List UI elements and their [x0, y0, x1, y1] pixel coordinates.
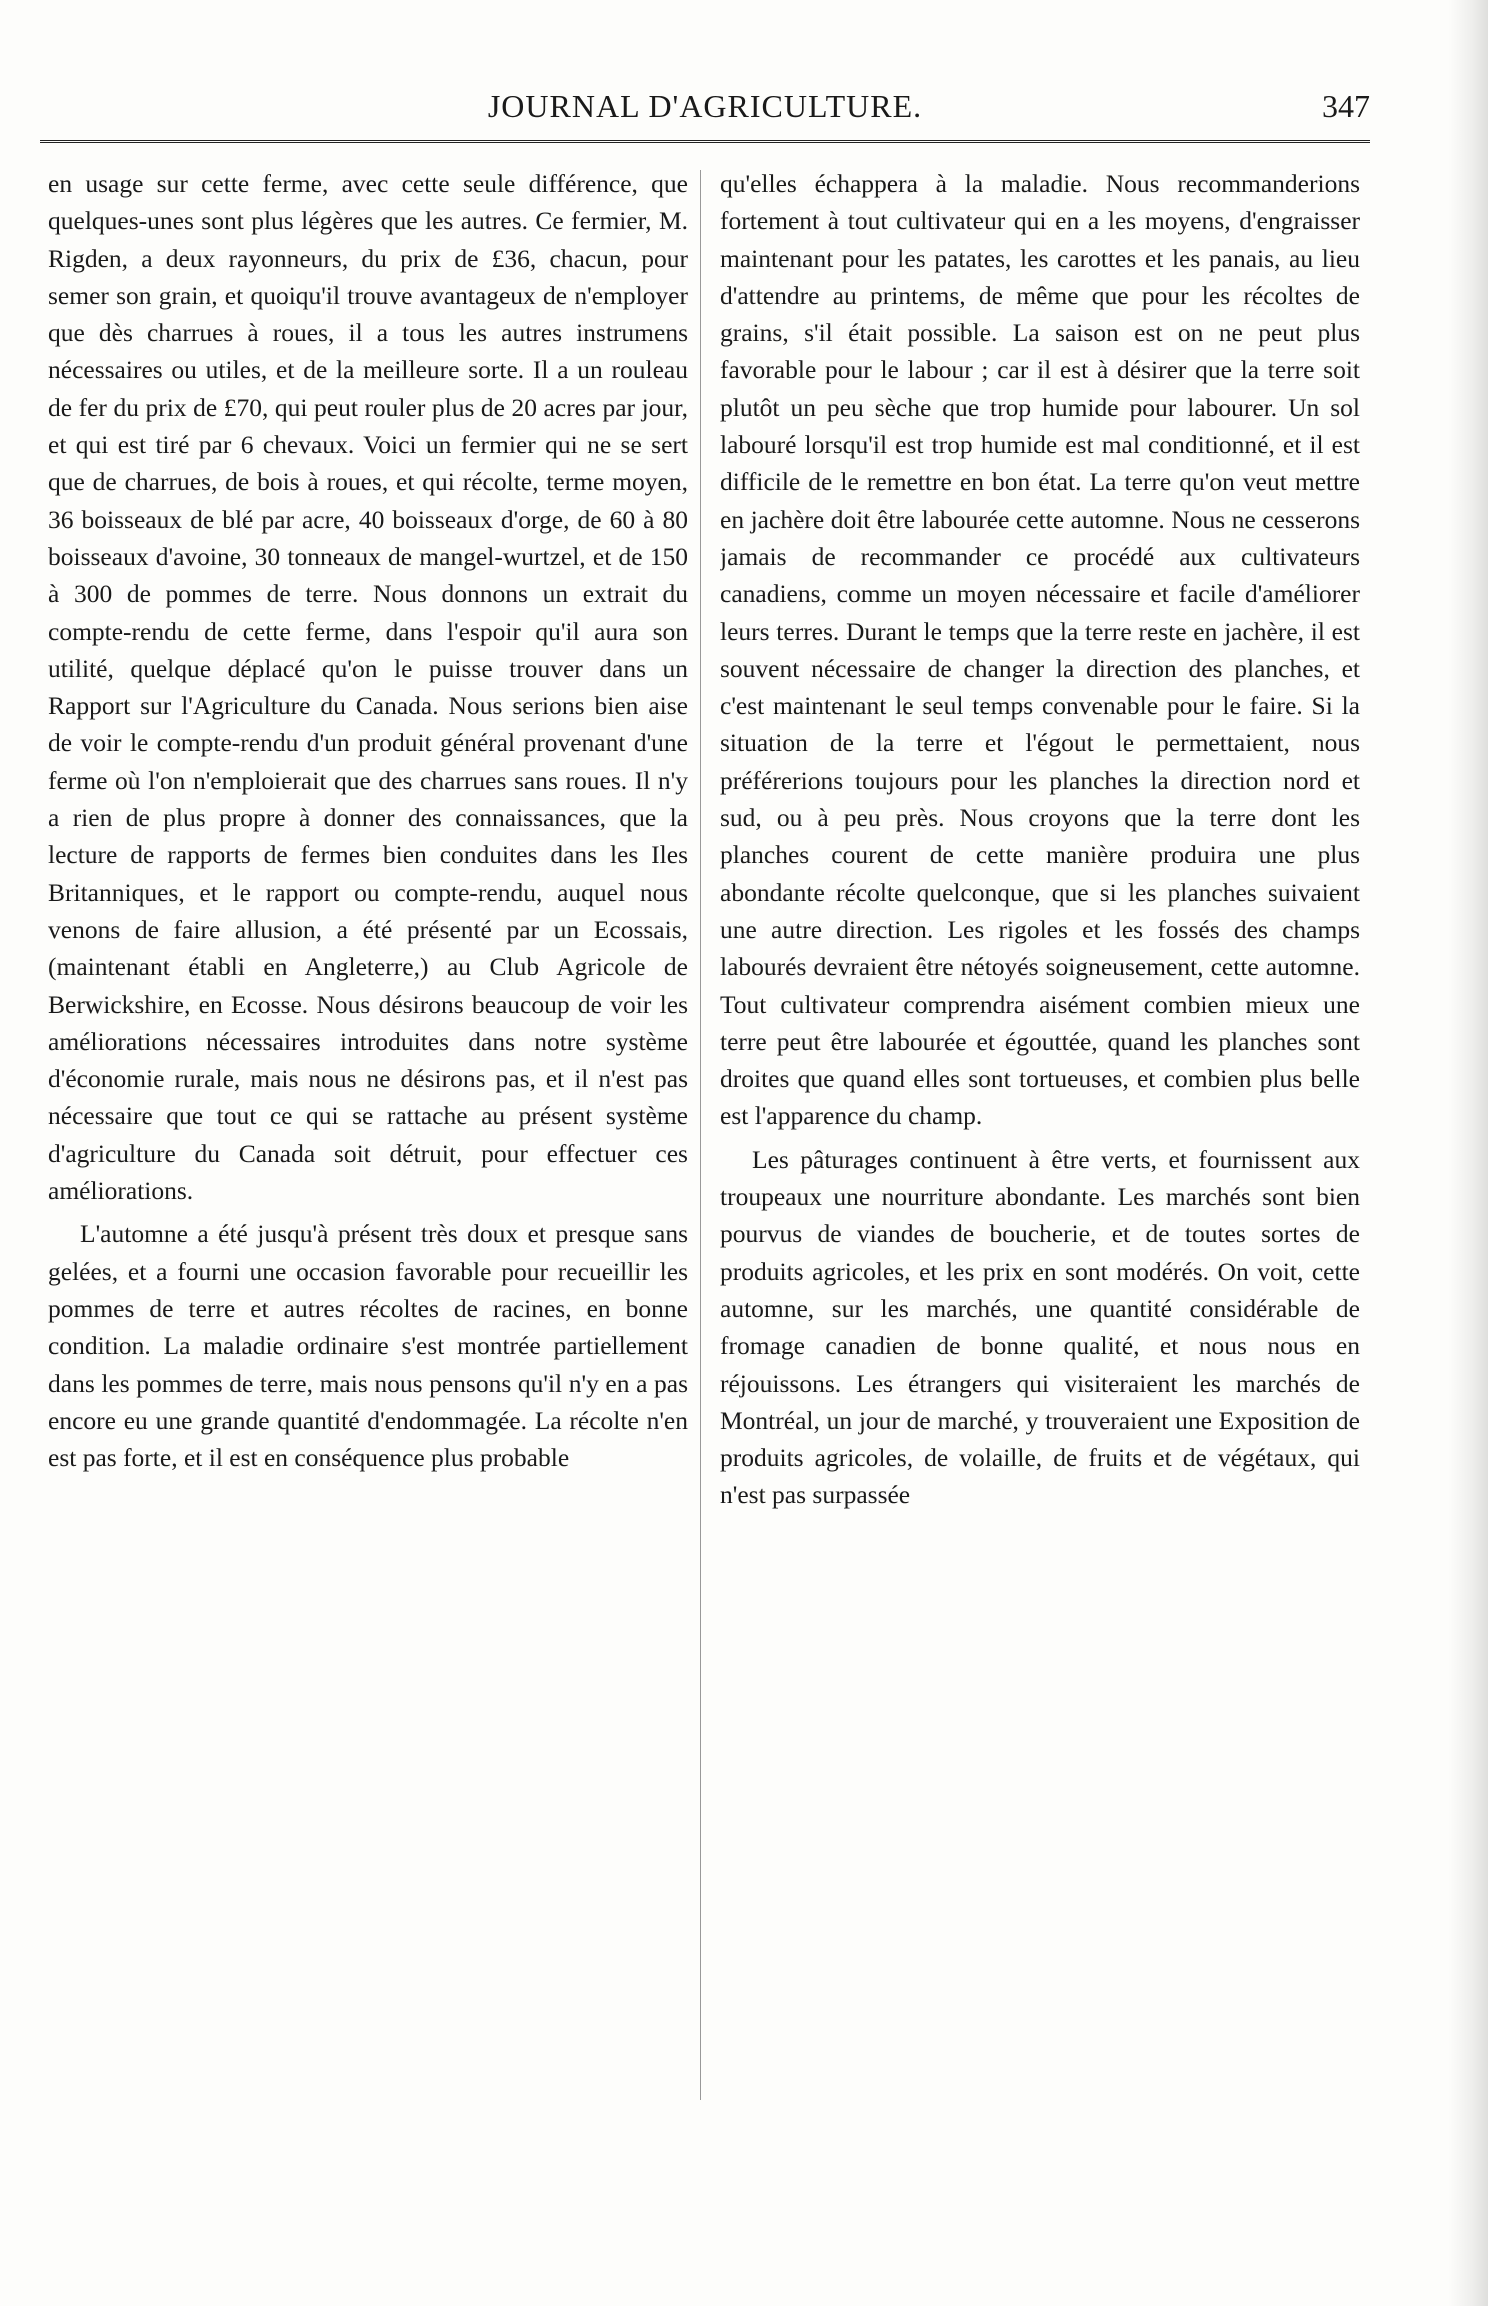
right-column [720, 165, 1360, 2115]
page-number: 347 [1322, 88, 1370, 124]
left-paragraph-1: en usage sur cette ferme, avec cette seule différence, que quelques-unes sont plus légères que les autres. Ce fermier, M. Rigden, a deux rayonneurs, du prix de £36, chacun, pour semer son grain, et quoiqu'il trouve avantageux de n'employer que dès charrues à roues, il a tous les autres instrumens nécessaires ou utiles, et de la meilleure sorte. Il a un rouleau de fer du prix de £70, qui peut rouler plus de 20 acres par jour, et qui est tiré par 6 chevaux. Voici un fermier qui ne se sert que de charrues, de bois à roues, et qui récolte, terme moyen, 36 boisseaux de blé par acre, 40 boisseaux d'orge, de 60 à 80 boisseaux d'avoine, 30 tonneaux de mangel-wurtzel, et de 150 à 300 de pommes de terre. Nous donnons un extrait du compte-rendu de cette ferme, dans l'espoir qu'il aura son utilité, quelque déplacé qu'on le puisse trouver dans un Rapport sur l'Agriculture du Canada. Nous serions bien aise de voir le compte-rendu d'un produit général provenant d'une ferme où l'on n'emploierait que des charrues sans roues. Il n'y a rien de plus propre à donner des connaissances, que la lecture de rapports de fermes bien conduites dans les Iles Britanniques, et le rapport ou compte-rendu, auquel nous venons de faire allusion, a été présenté par un Ecossais, (maintenant établi en Angleterre,) au Club Agricole de Berwickshire, en Ecosse. Nous désirons beaucoup de voir les améliorations nécessaires introduites dans notre système d'économie rurale, mais nous ne désirons pas, et il n'est pas nécessaire que tout ce qui se rattache au présent système d'agriculture du Canada soit détruit, pour effectuer ces améliorations. [48, 169, 688, 1206]
left-column [48, 165, 688, 2115]
right-paragraph-2: Les pâturages continuent à être verts, et fournissent aux troupeaux une nourriture abondante. Les marchés sont bien pourvus de viandes de boucherie, et de toutes sortes de produits agricoles, et les prix en sont modérés. On voit, cette automne, sur les marchés, une quantité considérable de fromage canadien de bonne qualité, et nous nous en réjouissons. Les étrangers qui visiteraient les marchés de Montréal, un jour de marché, y trouveraient une Exposition de produits agricoles, de volaille, de fruits et de végétaux, qui n'est pas surpassée [720, 1144, 1360, 1510]
column-divider [700, 170, 701, 2100]
scan-edge-shading [1448, 0, 1488, 2306]
right-paragraph-1: qu'elles échappera à la maladie. Nous recommanderions fortement à tout cultivateur qui en a les moyens, d'engraisser maintenant pour les patates, les carottes et les panais, au lieu d'attendre au printems, de même que pour les récoltes de grains, s'il était possible. La saison est on ne peut plus favorable pour le labour ; car il est à désirer que la terre soit plutôt un peu sèche que trop humide pour labourer. Un sol labouré lorsqu'il est trop humide est mal conditionné, et il est difficile de le remettre en bon état. La terre qu'on veut mettre en jachère doit être labourée cette automne. Nous ne cesserons jamais de recommander ce procédé aux cultivateurs canadiens, comme un moyen nécessaire et facile d'améliorer leurs terres. Durant le temps que la terre reste en jachère, il est souvent nécessaire de changer la direction des planches, et c'est maintenant le seul temps convenable pour le faire. Si la situation de la terre et l'égout le permettaient, nous préférerions toujours pour les planches la direction nord et sud, ou à peu près. Nous croyons que la terre dont les planches courent de cette manière produira une plus abondante récolte quelconque, que si les planches suivaient une autre direction. Les rigoles et les fossés des champs labourés devraient être nétoyés soigneusement, cette automne. Tout cultivateur comprendra aisément combien mieux une terre peut être labourée et égouttée, quand les planches sont droites que quand elles sont tortueuses, et combien plus belle est l'apparence du champ. [720, 169, 1360, 1131]
left-paragraph-2: L'automne a été jusqu'à présent très doux et presque sans gelées, et a fourni une occasion favorable pour recueillir les pommes de terre et autres récoltes de racines, en bonne condition. La maladie ordinaire s'est montrée partiellement dans les pommes de terre, mais nous pensons qu'il n'y en a pas encore eu une grande quantité d'endommagée. La récolte n'en est pas forte, et il est en conséquence plus probable [48, 1219, 688, 1473]
page-header [40, 88, 1370, 128]
running-title: JOURNAL D'AGRICULTURE. [487, 88, 923, 124]
header-rule [40, 140, 1370, 143]
